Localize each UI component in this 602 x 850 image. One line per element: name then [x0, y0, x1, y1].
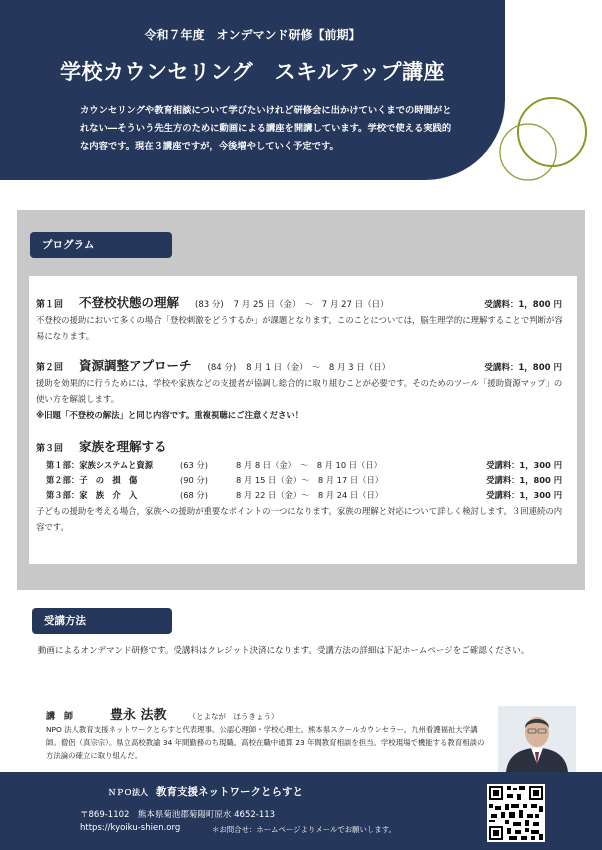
lecture-title: 資源調整アプローチ [79, 358, 192, 373]
method-text: 動画によるオンデマンド研修です。受講料はクレジット決済になります。受講方法の詳細は下記ホームページをご確認ください。 [38, 646, 530, 656]
lecture-duration: (84 分) [207, 363, 237, 373]
lecture-description: 不登校の援助において多くの場合「登校刺激をどうするか」が課題となります。このことについては，脳生理学的に理解することで判断が容易になります。 [36, 315, 563, 341]
lecture-number: 第３回 [36, 444, 64, 454]
lecture-description: 子どもの援助を考える場合，家族への援助が重要なポイントの一つになります。家族の理解と対応について詳しく検討します。３回連続の内容です。 [36, 506, 563, 532]
header-banner [0, 0, 505, 180]
lecture-title: 不登校状態の理解 [79, 295, 180, 310]
part-dates: 8 月 8 日（金） ～ 8 月 10 日（日） [236, 460, 382, 470]
instructor-bio: NPO 法人教育支援ネットワークとらすと代表理事。公認心理師・学校心理士。熊本県スクールカウンセラー。九州看護福祉大学講師。僧侶（真宗宗）。県立高校教諭 34 年間勤務のち現職。高校在職中通算 23 年間教育相談を担当。学校現場で機能する教育相談の方法論の確立に取り組んだ。 [46, 725, 485, 760]
footer-url-link[interactable]: https://kyoiku-shien.org [80, 823, 181, 833]
lecture-description: 援助を効果的に行うためには，学校や家族などの支援者が協調し総合的に取り組むことが必要です。そのためのツール「援助資源マップ」の使い方を解説します。 [36, 378, 563, 404]
lecture-dates: 8 月 1 日（金） ～ 8 月 3 日（日） [246, 363, 391, 373]
org-name: 教育支援ネットワークとらすと [156, 786, 303, 798]
part-duration: (90 分) [180, 475, 208, 485]
part-fee: 受講料：1，800 円 [486, 475, 562, 485]
header-description: カウンセリングや教育相談について学びたいけれど研修会に出かけていくまでの時間がとれない―そういう先生方のために動画による講座を開講しています。学校で使える実践的な内容です。現在３講座ですが，今後増やしていく予定です。 [80, 105, 452, 152]
footer-org [108, 784, 303, 799]
part-duration: (68 分) [180, 490, 208, 500]
instructor-photo [498, 706, 576, 772]
part-fee: 受講料：1，300 円 [486, 490, 562, 500]
footer-contact-note: ＊お問合せ：ホームページよりメールでお願いします。 [212, 825, 396, 834]
org-prefix: ＮＰＯ法人 [108, 788, 148, 797]
instructor-label: 講 師 [46, 712, 74, 722]
page-title: 学校カウンセリング スキルアップ講座 [60, 60, 445, 84]
lecture-warning: ※旧題「不登校の解法」と同じ内容です。重複視聴にご注意ください！ [36, 410, 304, 420]
instructor-name: 豊永 法教 [110, 708, 167, 723]
lecture-dates: 7 月 25 日（金） ～ 7 月 27 日（日） [233, 300, 389, 310]
lecture-part-row [36, 488, 570, 503]
instructor-kana: （とよなが ほうきょう） [188, 712, 279, 721]
part-duration: (63 分) [180, 460, 208, 470]
footer-address: 〒869-1102 熊本県菊池郡菊陽町原水 4652-113 [80, 810, 276, 820]
lecture-fee: 受講料：1，800 円 [484, 363, 562, 373]
lecture-title: 家族を理解する [79, 439, 167, 454]
part-fee: 受講料：1，300 円 [486, 460, 562, 470]
part-label: 第１部：家族システムと資源 [46, 460, 154, 470]
lecture-duration: (83 分) [195, 300, 224, 310]
program-content [29, 276, 577, 564]
lecture-number: 第２回 [36, 363, 64, 373]
instructor-header [46, 704, 279, 723]
lecture-fee: 受講料：1，800 円 [484, 300, 562, 310]
method-tab: 受講方法 [32, 608, 172, 634]
program-tab: プログラム [30, 232, 172, 258]
footer [0, 772, 602, 850]
decorative-circles-icon [490, 92, 602, 182]
part-label: 第３部：家 族 介 入 [46, 490, 138, 500]
lecture-part-row [36, 458, 570, 473]
lecture-2-header [36, 356, 570, 374]
part-dates: 8 月 15 日（金）～ 8 月 17 日（日） [236, 475, 384, 485]
header-subtitle: 令和７年度 オンデマンド研修【前期】 [144, 28, 361, 42]
lecture-number: 第１回 [36, 300, 64, 310]
part-dates: 8 月 22 日（金）～ 8 月 24 日（日） [236, 490, 384, 500]
part-label: 第２部：子 の 損 傷 [46, 475, 138, 485]
qr-code-icon[interactable] [487, 784, 545, 842]
lecture-3-header [36, 437, 570, 455]
lecture-1-header [36, 293, 570, 311]
lecture-part-row [36, 473, 570, 488]
